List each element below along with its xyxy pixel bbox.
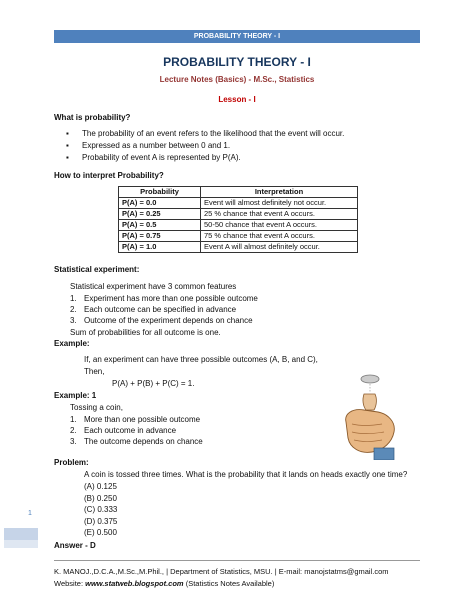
- example-line: If, an experiment can have three possible outcomes (A, B, and C),: [84, 355, 318, 364]
- table-cell: 75 % chance that event A occurs.: [201, 231, 358, 242]
- table-cell: P(A) = 0.5: [119, 220, 201, 231]
- list-item: ▪ The probability of an event refers to the likelihood that the event will occur.: [66, 128, 344, 140]
- table-row: [119, 220, 358, 231]
- page-title: PROBABILITY THEORY - I: [163, 55, 311, 69]
- header-bar: PROBABILITY THEORY - I: [54, 30, 420, 43]
- lesson-label: Lesson - I: [218, 95, 256, 104]
- example1-intro: Tossing a coin,: [70, 403, 123, 412]
- list-item: 1. Experiment has more than one possible outcome: [70, 294, 258, 303]
- thumb-coin-toss-illustration: [330, 370, 402, 460]
- footer-divider: [54, 560, 420, 561]
- table-cell: Event will almost definitely not occur.: [201, 198, 358, 209]
- page-tab-decoration: [4, 540, 38, 548]
- website-note: (Statistics Notes Available): [183, 579, 275, 588]
- website-link[interactable]: www.statweb.blogspot.com: [85, 579, 184, 588]
- list-item: 3. The outcome depends on chance: [70, 437, 203, 446]
- example-line: Then,: [84, 367, 105, 376]
- table-header-cell: Interpretation: [201, 187, 358, 198]
- example-equation: P(A) + P(B) + P(C) = 1.: [112, 379, 195, 388]
- section-heading-what-is-probability: What is probability?: [54, 113, 131, 122]
- list-item: (D) 0.375: [84, 516, 118, 526]
- page-number: 1: [28, 510, 32, 517]
- list-item: (A) 0.125: [84, 482, 117, 491]
- footer-author-line: K. MANOJ.,D.C.A.,M.Sc.,M.Phil., | Department of Statistics, MSU. | E-mail: manojstatms@gmail.com: [54, 567, 389, 576]
- list-item: 2. Each outcome can be specified in advance: [70, 305, 237, 314]
- example1-list: [70, 414, 203, 447]
- list-item: (B) 0.250: [84, 493, 117, 503]
- answer-label: Answer - D: [54, 541, 96, 550]
- problem-heading: Problem:: [54, 458, 89, 467]
- experiment-feature-list: [70, 293, 258, 326]
- example1-heading: Example: 1: [54, 391, 97, 400]
- page-subtitle: Lecture Notes (Basics) - M.Sc., Statistics: [159, 75, 315, 84]
- page-tab-decoration: [4, 528, 38, 540]
- table-cell: Event A will almost definitely occur.: [201, 242, 358, 253]
- problem-question: A coin is tossed three times. What is the probability that it lands on heads exactly one time?: [84, 470, 408, 479]
- table-cell: P(A) = 1.0: [119, 242, 201, 253]
- table-header-cell: Probability: [119, 187, 201, 198]
- answer-options-list: [84, 481, 117, 539]
- table-row: [119, 242, 358, 253]
- list-item: 2. Each outcome in advance: [70, 426, 177, 435]
- sum-note: Sum of probabilities for all outcome is one.: [70, 328, 221, 337]
- example-heading: Example:: [54, 339, 90, 348]
- list-item: ▪ Expressed as a number between 0 and 1.: [66, 140, 344, 152]
- probability-table: [118, 186, 358, 253]
- list-item: (E) 0.500: [84, 528, 117, 537]
- table-cell: 25 % chance that event A occurs.: [201, 209, 358, 220]
- table-header-row: [119, 187, 358, 198]
- probability-bullet-list: [66, 128, 344, 164]
- list-item: 1. More than one possible outcome: [70, 415, 201, 424]
- section-heading-statistical-experiment: Statistical experiment:: [54, 265, 140, 274]
- table-cell: 50-50 chance that event A occurs.: [201, 220, 358, 231]
- list-item: (C) 0.333: [84, 505, 118, 514]
- footer-website-line: [54, 578, 274, 589]
- website-label: Website:: [54, 579, 86, 588]
- table-row: [119, 231, 358, 242]
- section-heading-interpret: How to interpret Probability?: [54, 171, 164, 180]
- list-item: ▪ Probability of event A is represented by P(A).: [66, 152, 344, 164]
- table-cell: P(A) = 0.75: [119, 231, 201, 242]
- table-cell: P(A) = 0.25: [119, 209, 201, 220]
- table-cell: P(A) = 0.0: [119, 198, 201, 209]
- table-row: [119, 209, 358, 220]
- table-row: [119, 198, 358, 209]
- list-item: 3. Outcome of the experiment depends on chance: [70, 316, 253, 325]
- experiment-intro: Statistical experiment have 3 common features: [70, 282, 237, 291]
